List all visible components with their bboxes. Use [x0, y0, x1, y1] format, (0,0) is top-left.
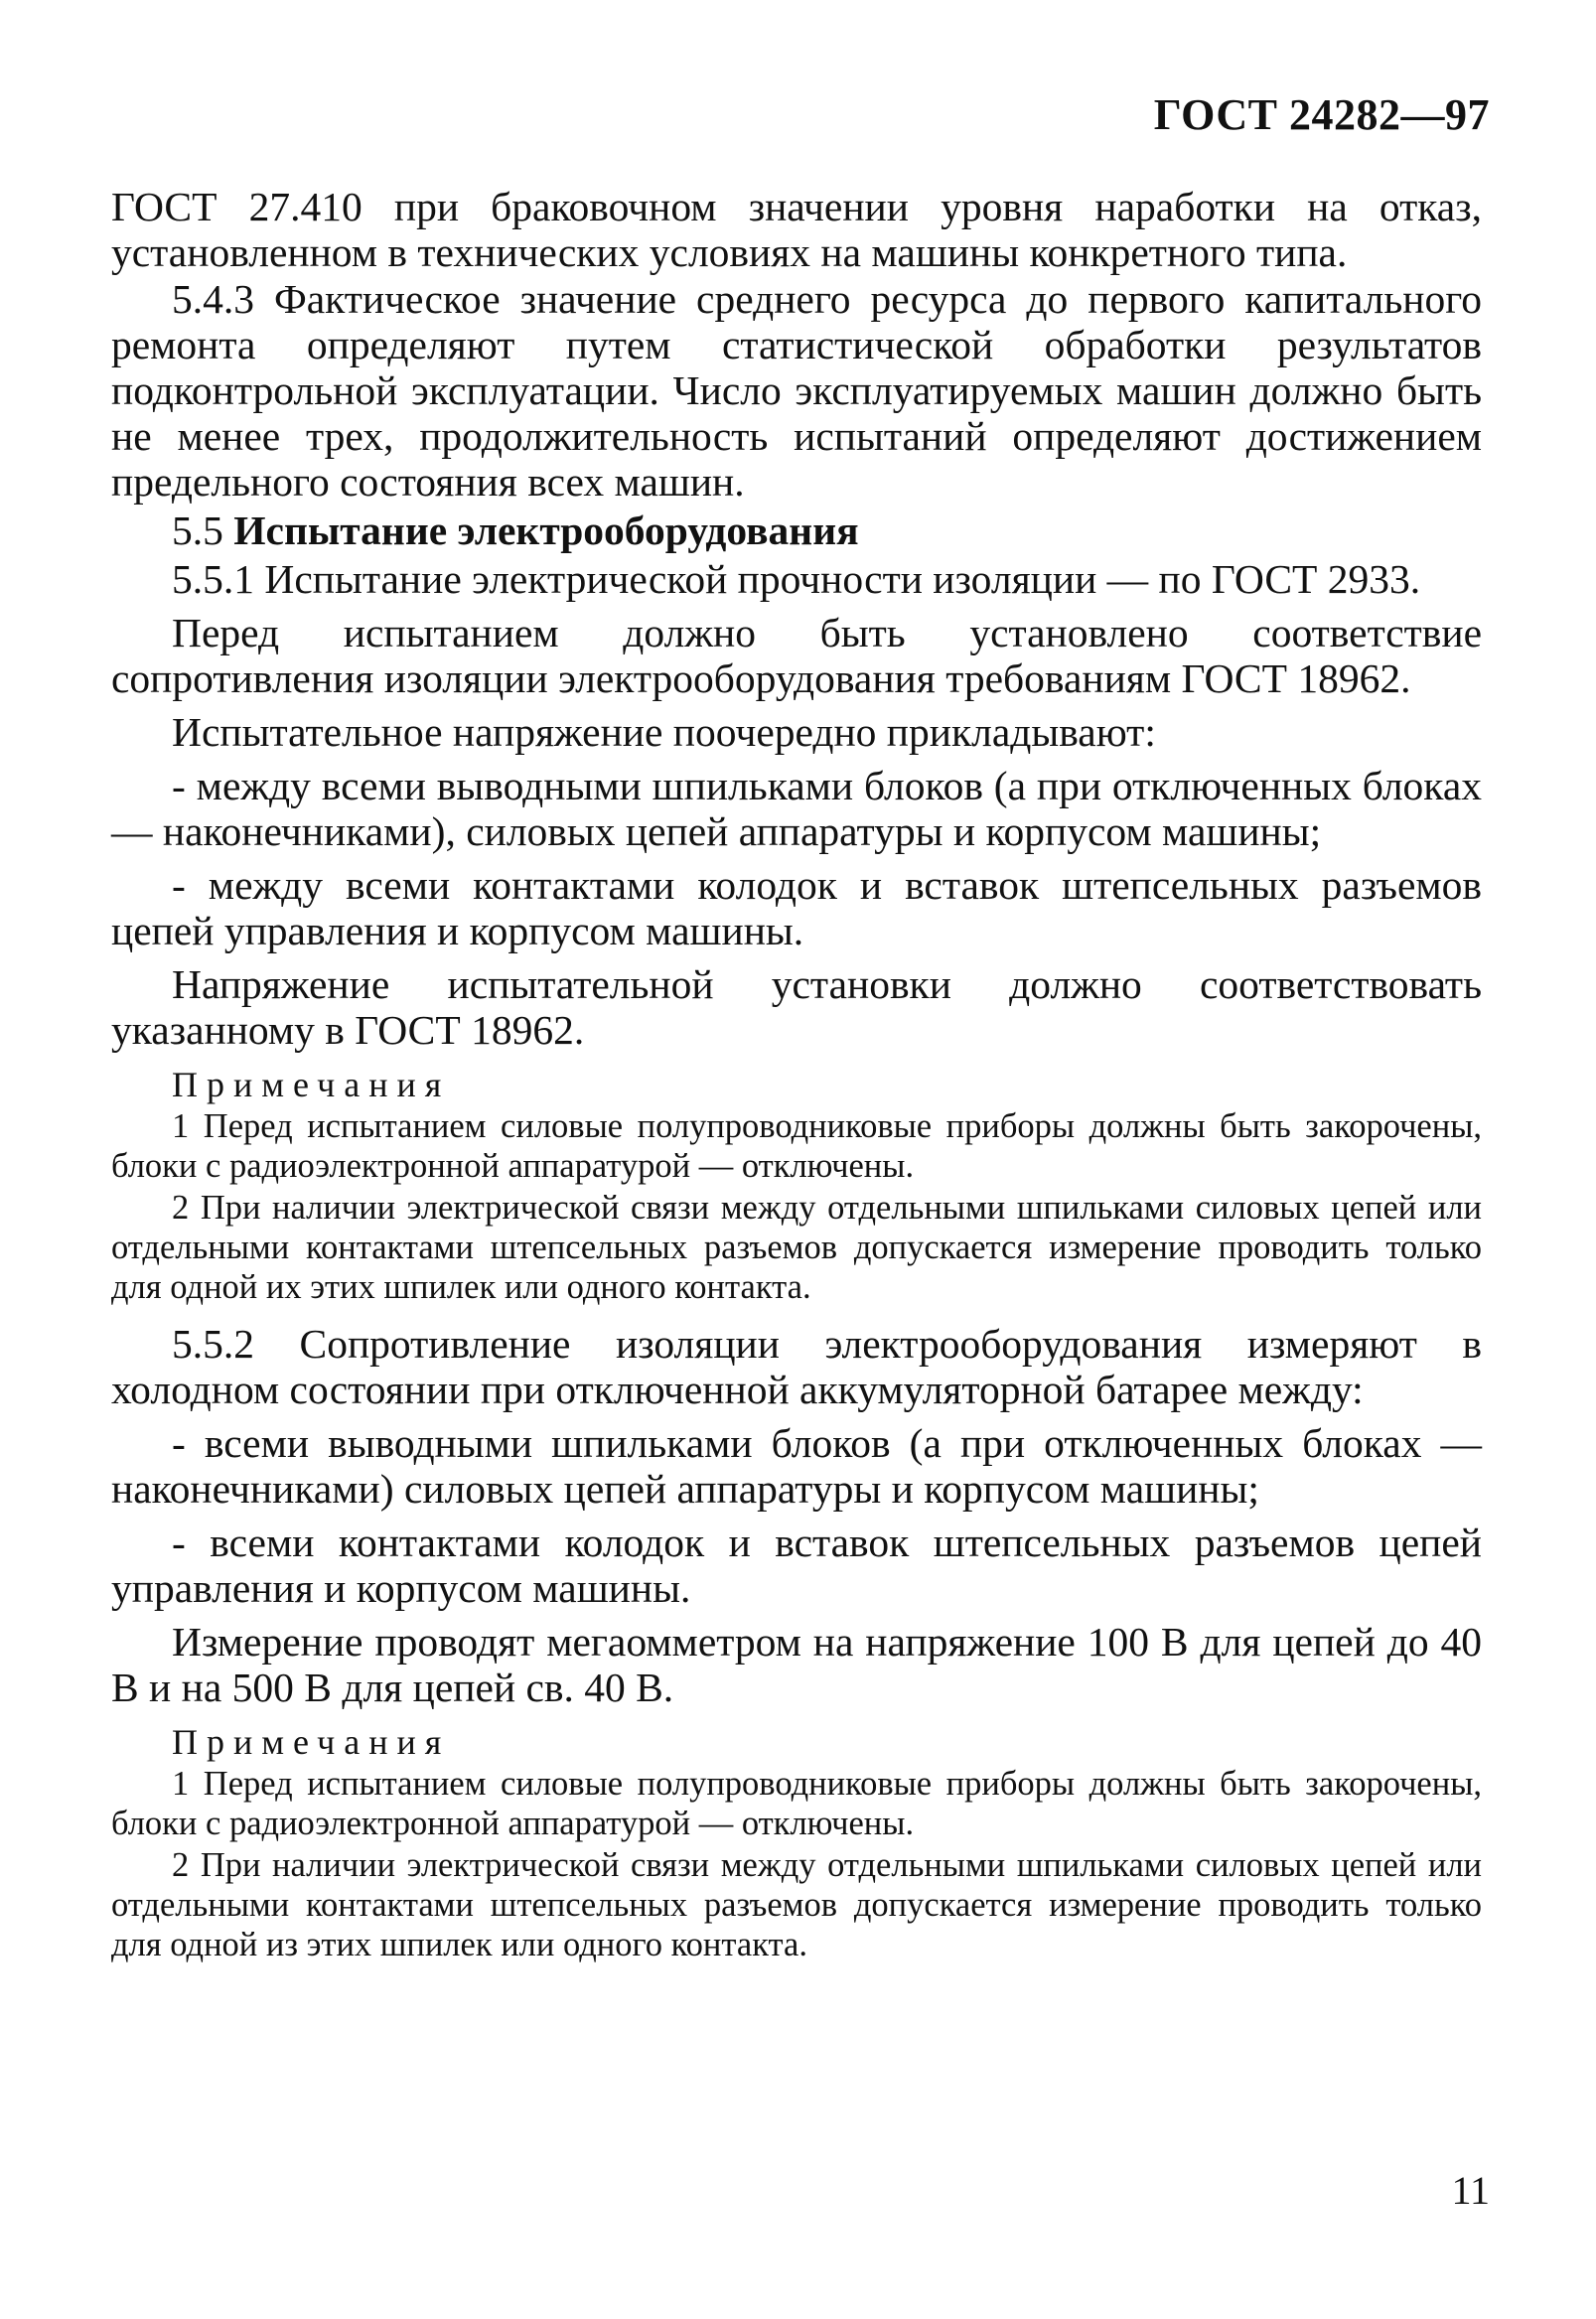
list-item-studs: - всеми выводными шпильками блоков (а при отключенных блоках — наконечниками) силовых цепей аппаратуры и корпусом машины;	[111, 1420, 1482, 1512]
paragraph-installation-voltage: Напряжение испытательной установки должно соответствовать указанному в ГОСТ 18962.	[111, 961, 1482, 1053]
paragraph-test-voltage: Испытательное напряжение поочередно прикладывают:	[172, 709, 1156, 755]
section-number: 5.5	[172, 507, 223, 553]
paragraph-5-5-2: 5.5.2 Сопротивление изоляции электрооборудования измеряют в холодном состоянии при отключенной аккумуляторной батарее между:	[111, 1321, 1482, 1412]
page-header-doc-id: ГОСТ 24282—97	[1153, 90, 1490, 139]
notes-label: Примечания	[172, 1722, 451, 1762]
note-item: 2 При наличии электрической связи между отдельными шпильками силовых цепей или отдельными контактами штепсельных разъемов допускается измерение проводить только для одной из этих шпилек или одного контакта.	[111, 1846, 1482, 1963]
section-title: Испытание электрооборудования	[233, 507, 859, 553]
page-number: 11	[1451, 2168, 1490, 2213]
section-heading-5-5	[111, 507, 1482, 554]
notes-label: Примечания	[172, 1065, 451, 1104]
paragraph-resistance-check: Перед испытанием должно быть установлено соответствие сопротивления изоляции электрооборудования требованиям ГОСТ 18962.	[111, 610, 1482, 701]
note-item: 1 Перед испытанием силовые полупроводниковые приборы должны быть закорочены, блоки с радиоэлектронной аппаратурой — отключены.	[111, 1107, 1482, 1185]
paragraph-5-5-1: 5.5.1 Испытание электрической прочности изоляции — по ГОСТ 2933.	[172, 556, 1421, 602]
note-item: 1 Перед испытанием силовые полупроводниковые приборы должны быть закорочены, блоки с радиоэлектронной аппаратурой — отключены.	[111, 1765, 1482, 1842]
list-item-contacts: - всеми контактами колодок и вставок штепсельных разъемов цепей управления и корпусом машины.	[111, 1520, 1482, 1611]
document-body	[111, 184, 1482, 1966]
paragraph-5-4-3: 5.4.3 Фактическое значение среднего ресурса до первого капитального ремонта определяют путем статистической обработки результатов подконтрольной эксплуатации. Число эксплуатируемых машин должно быть не менее трех, продолжительность испытаний определяют достижением предельного состояния всех машин.	[111, 276, 1482, 505]
paragraph-continuation: ГОСТ 27.410 при браковочном значении уровня наработки на отказ, установленном в технических условиях на машины конкретного типа.	[111, 184, 1482, 275]
paragraph-measurement: Измерение проводят мегаомметром на напряжение 100 В для цепей до 40 В и на 500 В для цепей св. 40 В.	[111, 1619, 1482, 1710]
list-item-studs: - между всеми выводными шпильками блоков (а при отключенных блоках — наконечниками), силовых цепей аппаратуры и корпусом машины;	[111, 763, 1482, 854]
note-item: 2 При наличии электрической связи между отдельными шпильками силовых цепей или отдельными контактами штепсельных разъемов допускается измерение проводить только для одной их этих шпилек или одного контакта.	[111, 1189, 1482, 1306]
list-item-contacts: - между всеми контактами колодок и вставок штепсельных разъемов цепей управления и корпусом машины.	[111, 862, 1482, 953]
